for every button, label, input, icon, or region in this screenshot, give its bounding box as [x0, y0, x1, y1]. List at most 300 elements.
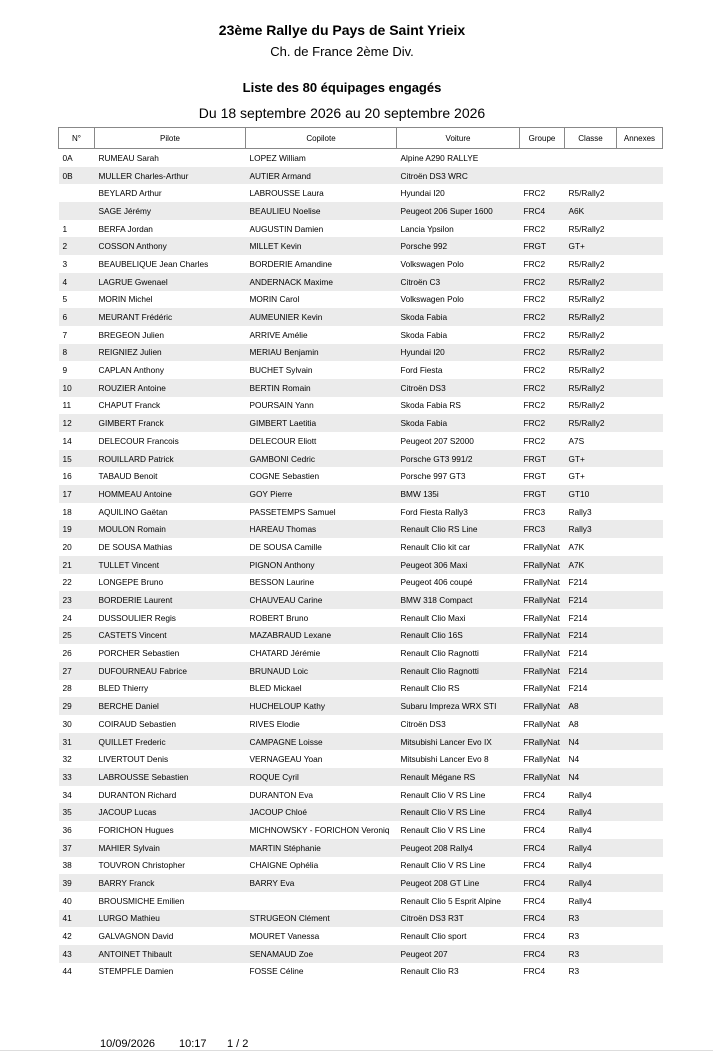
- cell-groupe: FRC4: [523, 824, 546, 835]
- cell-copilote: VERNAGEAU Yoan: [249, 754, 323, 765]
- table-row: [59, 149, 663, 167]
- cell-classe: R5/Rally2: [568, 329, 605, 340]
- cell-annexes: [617, 167, 663, 185]
- cell-voiture: Mitsubishi Lancer Evo IX: [397, 733, 520, 751]
- cell-annexes: [617, 662, 663, 680]
- cell-number: 39: [59, 874, 95, 892]
- cell-groupe: FRallyNat: [523, 754, 560, 765]
- cell-classe: Rally4: [565, 803, 617, 821]
- cell-voiture: Volkswagen Polo: [400, 294, 464, 305]
- cell-groupe: FRC2: [520, 344, 565, 362]
- cell-annexes: [617, 733, 663, 751]
- cell-number: 21: [59, 556, 95, 574]
- cell-classe: Rally3: [568, 506, 592, 517]
- cell-voiture: Renault Clio Maxi: [400, 612, 466, 623]
- cell-groupe: FRC2: [523, 294, 546, 305]
- cell-classe: R3: [565, 910, 617, 928]
- cell-groupe: [520, 149, 565, 167]
- cell-pilote: ANTOINET Thibault: [95, 945, 246, 963]
- table-row: [59, 202, 663, 220]
- cell-classe: N4: [565, 733, 617, 751]
- entry-list-table: [58, 127, 663, 980]
- cell-annexes: [617, 680, 663, 698]
- cell-voiture: Renault Clio RS Line: [397, 520, 520, 538]
- cell-classe: Rally4: [568, 895, 592, 906]
- cell-pilote: BREGEON Julien: [98, 329, 164, 340]
- cell-pilote: CHAPUT Franck: [98, 400, 161, 411]
- cell-copilote: ROQUE Cyril: [246, 768, 397, 786]
- cell-annexes: [617, 538, 663, 556]
- cell-copilote: MILLET Kevin: [246, 237, 397, 255]
- table-row: [59, 927, 663, 945]
- cell-pilote: HOMMEAU Antoine: [95, 485, 246, 503]
- cell-copilote: COGNE Sebastien: [249, 471, 320, 482]
- cell-groupe: [520, 167, 565, 185]
- table-row: [59, 680, 663, 698]
- cell-number: 24: [62, 612, 72, 623]
- cell-number: 8: [59, 344, 95, 362]
- cell-voiture: Skoda Fabia: [397, 414, 520, 432]
- cell-pilote: LONGEPE Bruno: [98, 577, 164, 588]
- table-row: [59, 397, 663, 415]
- column-header-pilote: Pilote: [95, 128, 246, 149]
- table-row: [59, 697, 663, 715]
- cell-classe: R3: [568, 931, 580, 942]
- cell-voiture: Porsche 997 GT3: [400, 471, 466, 482]
- cell-groupe: FRallyNat: [523, 718, 560, 729]
- cell-number: 30: [62, 718, 72, 729]
- cell-classe: [565, 149, 617, 167]
- cell-number: 31: [59, 733, 95, 751]
- cell-classe: GT+: [568, 471, 585, 482]
- cell-pilote: DELECOUR Francois: [98, 435, 179, 446]
- cell-pilote: BROUSMICHE Emilien: [98, 895, 185, 906]
- cell-number: 9: [62, 365, 68, 376]
- cell-classe: R5/Rally2: [568, 223, 605, 234]
- cell-copilote: CHAIGNE Ophélia: [249, 860, 319, 871]
- cell-number: 7: [62, 329, 68, 340]
- table-row: [59, 379, 663, 397]
- cell-copilote: BUCHET Sylvain: [249, 365, 313, 376]
- table-row: [59, 467, 663, 485]
- table-row: [59, 255, 663, 273]
- cell-copilote: BLED Mickael: [249, 683, 302, 694]
- cell-copilote: MARTIN Stéphanie: [246, 839, 397, 857]
- cell-copilote: HUCHELOUP Kathy: [246, 697, 397, 715]
- table-row: [59, 733, 663, 751]
- column-header-classe: Classe: [565, 128, 617, 149]
- cell-pilote: BORDERIE Laurent: [95, 591, 246, 609]
- table-row: [59, 715, 663, 733]
- cell-classe: GT10: [565, 485, 617, 503]
- cell-copilote: ANDERNACK Maxime: [246, 273, 397, 291]
- cell-annexes: [617, 963, 663, 981]
- cell-number: 33: [59, 768, 95, 786]
- cell-copilote: BORDERIE Amandine: [249, 258, 333, 269]
- cell-copilote: DE SOUSA Camille: [249, 541, 322, 552]
- cell-pilote: DUFOURNEAU Fabrice: [95, 662, 246, 680]
- cell-voiture: Renault Clio V RS Line: [400, 789, 486, 800]
- cell-number: 44: [62, 966, 72, 977]
- cell-annexes: [617, 467, 663, 485]
- cell-copilote: LOPEZ William: [249, 152, 306, 163]
- cell-annexes: [617, 326, 663, 344]
- cell-classe: F214: [565, 627, 617, 645]
- cell-annexes: [617, 591, 663, 609]
- column-header-copilote: Copilote: [246, 128, 397, 149]
- cell-copilote: PIGNON Anthony: [246, 556, 397, 574]
- cell-classe: F214: [568, 648, 588, 659]
- cell-annexes: [617, 715, 663, 733]
- cell-groupe: FRC2: [520, 308, 565, 326]
- cell-pilote: SAGE Jérémy: [95, 202, 246, 220]
- cell-classe: F214: [565, 591, 617, 609]
- cell-number: 11: [62, 400, 72, 411]
- cell-annexes: [617, 768, 663, 786]
- cell-copilote: PASSETEMPS Samuel: [249, 506, 336, 517]
- cell-groupe: FRC2: [523, 329, 546, 340]
- cell-voiture: Volkswagen Polo: [400, 258, 464, 269]
- cell-annexes: [617, 379, 663, 397]
- cell-groupe: FRC4: [523, 789, 546, 800]
- cell-number: 1: [62, 223, 68, 234]
- cell-annexes: [617, 627, 663, 645]
- cell-copilote: CHAUVEAU Carine: [246, 591, 397, 609]
- table-row: [59, 963, 663, 981]
- cell-pilote: STEMPFLE Damien: [98, 966, 174, 977]
- event-dates: Du 18 septembre 2026 au 20 septembre 2026: [198, 105, 486, 121]
- list-title: Liste des 80 équipages engagés: [242, 80, 442, 95]
- cell-classe: R3: [565, 945, 617, 963]
- cell-annexes: [617, 361, 663, 379]
- cell-groupe: FRC2: [520, 379, 565, 397]
- cell-annexes: [617, 803, 663, 821]
- page-number: 1 / 2: [227, 1038, 249, 1050]
- cell-voiture: Porsche GT3 991/2: [397, 450, 520, 468]
- cell-number: 27: [59, 662, 95, 680]
- cell-pilote: GIMBERT Franck: [95, 414, 246, 432]
- cell-annexes: [617, 202, 663, 220]
- cell-number: 17: [59, 485, 95, 503]
- cell-voiture: Skoda Fabia: [400, 329, 448, 340]
- cell-annexes: [617, 821, 663, 839]
- cell-voiture: Hyundai I20: [397, 344, 520, 362]
- cell-groupe: FRC2: [523, 258, 546, 269]
- cell-copilote: CAMPAGNE Loisse: [246, 733, 397, 751]
- cell-number: 12: [59, 414, 95, 432]
- cell-classe: Rally4: [568, 824, 592, 835]
- cell-number: 40: [62, 895, 72, 906]
- cell-copilote: MOURET Vanessa: [249, 931, 320, 942]
- cell-voiture: Ford Fiesta Rally3: [400, 506, 468, 517]
- cell-voiture: Peugeot 208 GT Line: [397, 874, 520, 892]
- cell-number: 16: [62, 471, 72, 482]
- cell-copilote: BARRY Eva: [246, 874, 397, 892]
- cell-pilote: FORICHON Hugues: [98, 824, 174, 835]
- cell-pilote: GALVAGNON David: [98, 931, 174, 942]
- cell-pilote: LABROUSSE Sebastien: [95, 768, 246, 786]
- cell-number: 37: [59, 839, 95, 857]
- cell-annexes: [617, 556, 663, 574]
- cell-pilote: COSSON Anthony: [95, 237, 246, 255]
- print-date: 10/09/2026: [100, 1038, 156, 1050]
- cell-annexes: [617, 574, 663, 592]
- cell-annexes: [617, 609, 663, 627]
- cell-number: 41: [59, 910, 95, 928]
- table-row: [59, 485, 663, 503]
- cell-voiture: Peugeot 406 coupé: [400, 577, 473, 588]
- cell-pilote: QUILLET Frederic: [95, 733, 246, 751]
- championship-subtitle: Ch. de France 2ème Div.: [270, 44, 414, 59]
- cell-voiture: Peugeot 207 S2000: [400, 435, 474, 446]
- cell-groupe: FRC2: [523, 400, 546, 411]
- cell-number: 34: [62, 789, 72, 800]
- cell-pilote: TOUVRON Christopher: [98, 860, 186, 871]
- cell-annexes: [617, 414, 663, 432]
- cell-voiture: Renault Clio kit car: [400, 541, 471, 552]
- cell-voiture: Peugeot 306 Maxi: [397, 556, 520, 574]
- table-row: [59, 450, 663, 468]
- column-header-annexes: Annexes: [617, 128, 663, 149]
- column-header-groupe: Groupe: [520, 128, 565, 149]
- cell-voiture: Renault Clio Ragnotti: [397, 662, 520, 680]
- cell-voiture: Subaru Impreza WRX STI: [397, 697, 520, 715]
- cell-copilote: JACOUP Chloé: [246, 803, 397, 821]
- cell-groupe: FRallyNat: [520, 556, 565, 574]
- cell-number: 20: [62, 541, 72, 552]
- cell-pilote: BERFA Jordan: [98, 223, 153, 234]
- cell-copilote: MORIN Carol: [249, 294, 300, 305]
- cell-classe: Rally4: [568, 860, 592, 871]
- cell-annexes: [617, 220, 663, 238]
- cell-voiture: Citroën DS3: [400, 718, 446, 729]
- cell-annexes: [617, 344, 663, 362]
- cell-groupe: FRC4: [520, 910, 565, 928]
- table-row: [59, 556, 663, 574]
- cell-classe: A8: [568, 718, 579, 729]
- cell-copilote: FOSSE Céline: [249, 966, 304, 977]
- cell-annexes: [617, 273, 663, 291]
- cell-classe: F214: [568, 683, 588, 694]
- cell-classe: R5/Rally2: [565, 379, 617, 397]
- cell-annexes: [617, 503, 663, 521]
- table-row: [59, 945, 663, 963]
- table-row: [59, 344, 663, 362]
- cell-groupe: FRC2: [520, 414, 565, 432]
- cell-groupe: FRGT: [520, 450, 565, 468]
- cell-number: 42: [62, 931, 72, 942]
- cell-voiture: Mitsubishi Lancer Evo 8: [400, 754, 489, 765]
- table-row: [59, 237, 663, 255]
- cell-pilote: LAGRUE Gwenael: [95, 273, 246, 291]
- cell-pilote: CAPLAN Anthony: [98, 365, 164, 376]
- cell-number: 26: [62, 648, 72, 659]
- cell-annexes: [617, 839, 663, 857]
- cell-groupe: FRC4: [523, 931, 546, 942]
- cell-number: 38: [62, 860, 72, 871]
- cell-annexes: [617, 450, 663, 468]
- table-row: [59, 326, 663, 344]
- cell-voiture: Renault Clio 5 Esprit Alpine: [400, 895, 502, 906]
- cell-annexes: [617, 485, 663, 503]
- cell-copilote: MICHNOWSKY - FORICHON Veroniq: [249, 824, 390, 835]
- cell-copilote: GIMBERT Laetitia: [246, 414, 397, 432]
- cell-classe: Rally4: [565, 839, 617, 857]
- cell-voiture: Renault Mégane RS: [397, 768, 520, 786]
- cell-classe: GT+: [565, 450, 617, 468]
- table-row: [59, 538, 663, 556]
- cell-groupe: FRC4: [520, 874, 565, 892]
- cell-copilote: POURSAIN Yann: [249, 400, 314, 411]
- cell-annexes: [617, 308, 663, 326]
- cell-classe: F214: [568, 577, 588, 588]
- cell-number: 14: [62, 435, 72, 446]
- cell-annexes: [617, 184, 663, 202]
- table-row: [59, 874, 663, 892]
- cell-number: 0B: [59, 167, 95, 185]
- cell-voiture: Peugeot 206 Super 1600: [397, 202, 520, 220]
- cell-number: 28: [62, 683, 72, 694]
- cell-copilote: AUGUSTIN Damien: [249, 223, 324, 234]
- cell-annexes: [617, 149, 663, 167]
- cell-copilote: BRUNAUD Loic: [246, 662, 397, 680]
- cell-copilote: GAMBONI Cedric: [246, 450, 397, 468]
- cell-pilote: JACOUP Lucas: [95, 803, 246, 821]
- cell-classe: A7K: [568, 541, 585, 552]
- cell-voiture: Citroën C3: [397, 273, 520, 291]
- cell-classe: R5/Rally2: [565, 414, 617, 432]
- cell-number: 32: [62, 754, 72, 765]
- cell-number: 23: [59, 591, 95, 609]
- table-row: [59, 910, 663, 928]
- cell-groupe: FRallyNat: [520, 697, 565, 715]
- cell-pilote: BEYLARD Arthur: [98, 188, 162, 199]
- cell-groupe: FRGT: [520, 237, 565, 255]
- cell-number: 3: [62, 258, 68, 269]
- cell-pilote: ROUILLARD Patrick: [95, 450, 246, 468]
- cell-classe: R5/Rally2: [568, 258, 605, 269]
- cell-groupe: FRallyNat: [520, 591, 565, 609]
- cell-classe: R5/Rally2: [568, 294, 605, 305]
- table-row: [59, 220, 663, 238]
- cell-voiture: Renault Clio V RS Line: [397, 803, 520, 821]
- cell-number: [59, 202, 95, 220]
- table-row: [59, 520, 663, 538]
- cell-pilote: REIGNIEZ Julien: [95, 344, 246, 362]
- cell-pilote: DURANTON Richard: [98, 789, 177, 800]
- cell-voiture: Citroën DS3 R3T: [397, 910, 520, 928]
- cell-annexes: [617, 857, 663, 875]
- table-row: [59, 644, 663, 662]
- cell-groupe: FRallyNat: [520, 733, 565, 751]
- cell-copilote: AUMEUNIER Kevin: [246, 308, 397, 326]
- cell-number: 22: [62, 577, 72, 588]
- cell-groupe: FRC2: [523, 435, 546, 446]
- cell-voiture: Hyundai I20: [400, 188, 445, 199]
- cell-pilote: DE SOUSA Mathias: [98, 541, 173, 552]
- table-row: [59, 273, 663, 291]
- cell-groupe: FRC4: [523, 966, 546, 977]
- cell-copilote: [246, 892, 397, 910]
- cell-annexes: [617, 945, 663, 963]
- cell-copilote: HAREAU Thomas: [246, 520, 397, 538]
- cell-number: 25: [59, 627, 95, 645]
- cell-pilote: ROUZIER Antoine: [95, 379, 246, 397]
- cell-number: 4: [59, 273, 95, 291]
- cell-number: 35: [59, 803, 95, 821]
- cell-groupe: FRC4: [523, 895, 546, 906]
- cell-copilote: SENAMAUD Zoe: [246, 945, 397, 963]
- cell-pilote: BLED Thierry: [98, 683, 149, 694]
- cell-voiture: Renault Clio RS: [400, 683, 460, 694]
- table-row: [59, 892, 663, 910]
- cell-annexes: [617, 927, 663, 945]
- table-row: [59, 627, 663, 645]
- cell-classe: F214: [568, 612, 588, 623]
- table-row: [59, 662, 663, 680]
- cell-pilote: BARRY Franck: [95, 874, 246, 892]
- cell-copilote: ROBERT Bruno: [249, 612, 309, 623]
- table-row: [59, 821, 663, 839]
- cell-copilote: ARRIVE Amélie: [249, 329, 308, 340]
- cell-annexes: [617, 786, 663, 804]
- cell-voiture: Alpine A290 RALLYE: [400, 152, 479, 163]
- cell-annexes: [617, 644, 663, 662]
- print-time: 10:17: [179, 1038, 207, 1050]
- cell-annexes: [617, 397, 663, 415]
- cell-number: 2: [59, 237, 95, 255]
- cell-voiture: Peugeot 208 Rally4: [397, 839, 520, 857]
- cell-number: 15: [59, 450, 95, 468]
- column-header-number: N°: [59, 128, 95, 149]
- cell-groupe: FRallyNat: [520, 768, 565, 786]
- cell-groupe: FRallyNat: [520, 662, 565, 680]
- cell-copilote: BESSON Laurine: [249, 577, 315, 588]
- cell-pilote: AQUILINO Gaëtan: [98, 506, 168, 517]
- cell-classe: N4: [568, 754, 580, 765]
- table-row: [59, 184, 663, 202]
- cell-classe: GT+: [565, 237, 617, 255]
- cell-copilote: BEAULIEU Noelise: [246, 202, 397, 220]
- cell-voiture: Renault Clio V RS Line: [400, 860, 486, 871]
- cell-groupe: FRC4: [520, 803, 565, 821]
- cell-annexes: [617, 750, 663, 768]
- document-title: 23ème Rallye du Pays de Saint Yrieix: [218, 22, 466, 38]
- cell-annexes: [617, 237, 663, 255]
- table-row: [59, 839, 663, 857]
- cell-pilote: BEAUBELIQUE Jean Charles: [98, 258, 209, 269]
- cell-classe: R3: [568, 966, 580, 977]
- cell-copilote: CHATARD Jérémie: [249, 648, 321, 659]
- cell-annexes: [617, 892, 663, 910]
- cell-pilote: MORIN Michel: [98, 294, 153, 305]
- cell-copilote: DELECOUR Eliott: [249, 435, 317, 446]
- cell-classe: R5/Rally2: [568, 400, 605, 411]
- cell-voiture: Renault Clio sport: [400, 931, 467, 942]
- cell-classe: [565, 167, 617, 185]
- cell-number: 0A: [62, 152, 73, 163]
- cell-classe: Rally3: [565, 520, 617, 538]
- cell-copilote: DURANTON Eva: [249, 789, 313, 800]
- cell-groupe: FRC4: [523, 860, 546, 871]
- cell-number: 29: [59, 697, 95, 715]
- table-row: [59, 857, 663, 875]
- cell-pilote: RUMEAU Sarah: [98, 152, 159, 163]
- cell-copilote: MERIAU Benjamin: [246, 344, 397, 362]
- table-row: [59, 574, 663, 592]
- cell-groupe: FRallyNat: [523, 541, 560, 552]
- cell-groupe: FRallyNat: [523, 577, 560, 588]
